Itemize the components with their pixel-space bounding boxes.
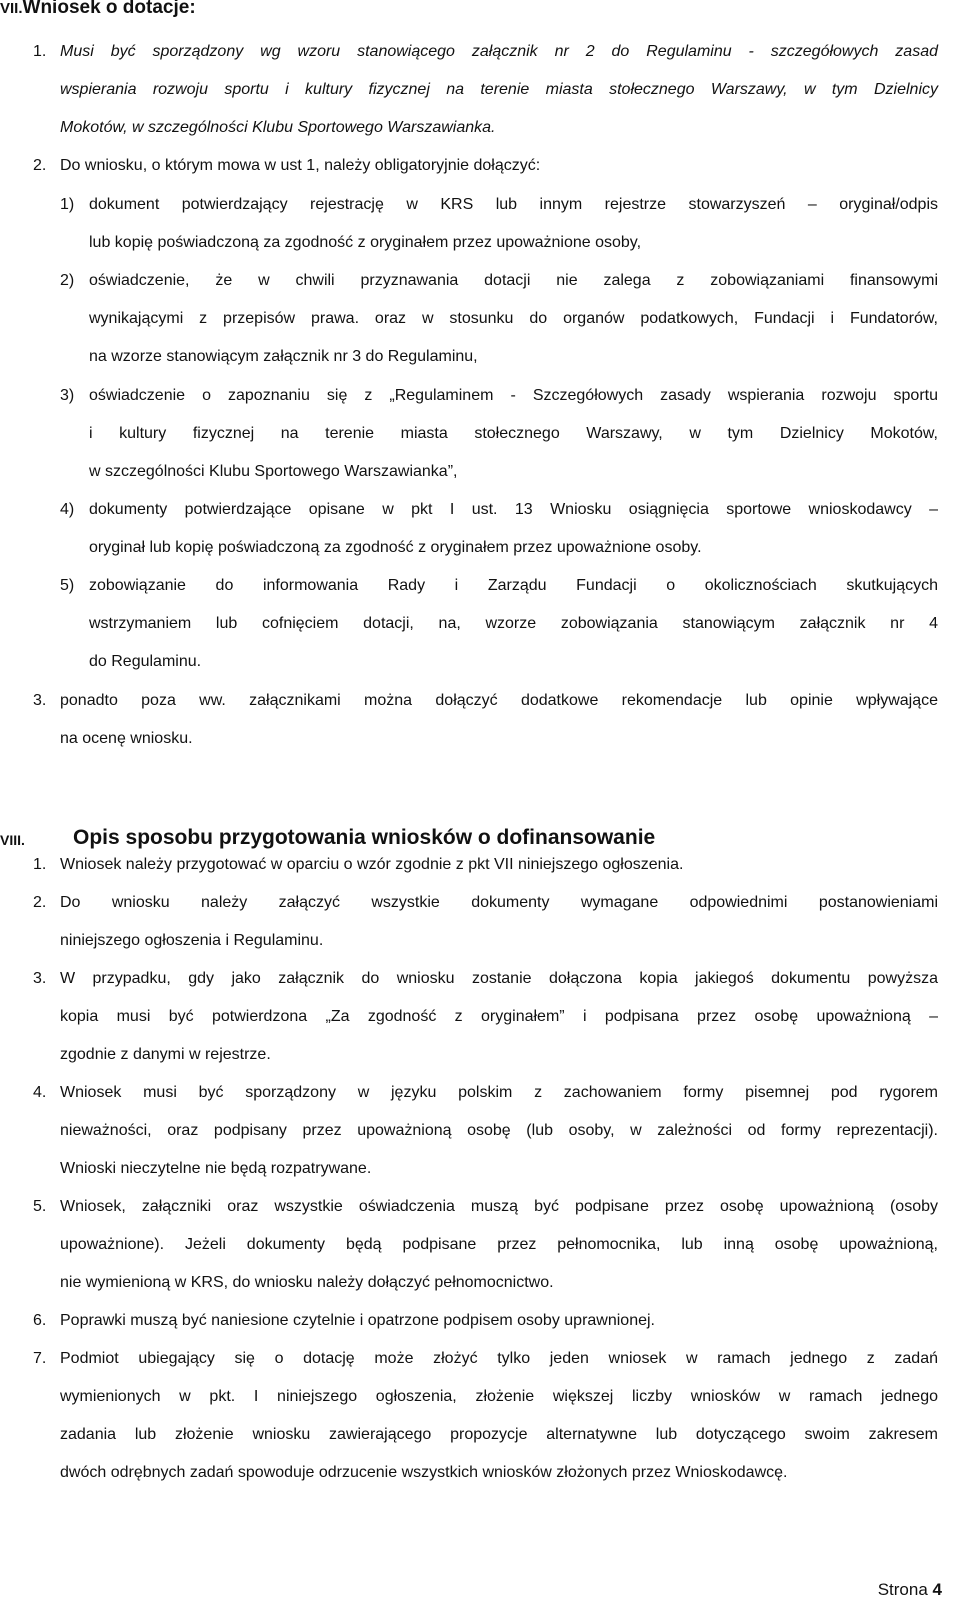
sub-item-line: wynikającymi z przepisów prawa. oraz w stosunku do organów podatkowych, Fundacji i Fundatorów, bbox=[89, 310, 938, 327]
section-7-item-3-line: na ocenę wniosku. bbox=[60, 730, 193, 747]
section-7-item-3-line: ponadto poza ww. załącznikami można dołączyć dodatkowe rekomendacje lub opinie wpływające bbox=[60, 692, 938, 709]
sub-list-marker: 5) bbox=[60, 577, 75, 594]
section-8-item-2-line: Do wniosku należy załączyć wszystkie dokumenty wymagane odpowiednimi postanowieniami bbox=[60, 894, 938, 911]
section-8-item-7-line: dwóch odrębnych zadań spowoduje odrzucenie wszystkich wniosków złożonych przez Wnioskodawcę. bbox=[60, 1464, 788, 1481]
list-marker: 6. bbox=[33, 1312, 47, 1329]
section-8-item-7-line: wymienionych w pkt. I niniejszego ogłoszenia, złożenie większej liczby wniosków w ramach jednego bbox=[60, 1388, 938, 1405]
section-7-item-2-line: Do wniosku, o którym mowa w ust 1, należy obligatoryjnie dołączyć: bbox=[60, 157, 541, 174]
sub-item-line: w szczególności Klubu Sportowego Warszawianka”, bbox=[89, 463, 458, 480]
list-marker: 1. bbox=[33, 856, 47, 873]
sub-list-marker: 3) bbox=[60, 387, 75, 404]
section-7-item-1-line: Musi być sporządzony wg wzoru stanowiącego załącznik nr 2 do Regulaminu - szczegółowych zasad bbox=[60, 43, 938, 60]
list-marker: 2. bbox=[33, 894, 47, 911]
section-8-item-5-line: Wniosek, załączniki oraz wszystkie oświadczenia muszą być podpisane przez osobę upoważnioną (osoby bbox=[60, 1198, 938, 1215]
section-8-item-4-line: nieważności, oraz podpisany przez upoważnioną osobę (lub osoby, w zależności od formy reprezentacji). bbox=[60, 1122, 938, 1139]
section-8-item-3-line: W przypadku, gdy jako załącznik do wniosku zostanie dołączona kopia jakiegoś dokumentu powyższa bbox=[60, 970, 938, 987]
section-7-title: Wniosek o dotacje: bbox=[22, 0, 196, 18]
section-8-item-2-line: niniejszego ogłoszenia i Regulaminu. bbox=[60, 932, 324, 949]
section-7-number: VII. bbox=[0, 0, 23, 17]
section-8-item-6-line: Poprawki muszą być naniesione czytelnie i opatrzone podpisem osoby uprawnionej. bbox=[60, 1312, 655, 1329]
section-8-item-7-line: zadania lub złożenie wniosku zawierającego propozycje alternatywne lub dotyczącego swoim zakresem bbox=[60, 1426, 938, 1443]
section-7-item-1-line: wspierania rozwoju sportu i kultury fizycznej na terenie miasta stołecznego Warszawy, w tym Dzielnicy bbox=[60, 81, 938, 98]
sub-item-line: zobowiązanie do informowania Rady i Zarządu Fundacji o okolicznościach skutkujących bbox=[89, 577, 938, 594]
page-footer bbox=[878, 1580, 942, 1600]
list-marker: 7. bbox=[33, 1350, 47, 1367]
section-8-item-7-line: Podmiot ubiegający się o dotację może złożyć tylko jeden wniosek w ramach jednego z zadań bbox=[60, 1350, 938, 1367]
section-7-item-1-line: Mokotów, w szczególności Klubu Sportowego Warszawianka. bbox=[60, 119, 496, 136]
sub-item-line: do Regulaminu. bbox=[89, 653, 202, 670]
page-number: 4 bbox=[932, 1580, 942, 1599]
section-8-number: VIII. bbox=[0, 832, 25, 848]
section-8-item-3-line: zgodnie z danymi w rejestrze. bbox=[60, 1046, 271, 1063]
section-8-item-1-line: Wniosek należy przygotować w oparciu o wzór zgodnie z pkt VII niniejszego ogłoszenia. bbox=[60, 856, 684, 873]
sub-item-line: dokumenty potwierdzające opisane w pkt I ust. 13 Wniosku osiągnięcia sportowe wnioskodawcy – bbox=[89, 501, 938, 518]
list-marker: 5. bbox=[33, 1198, 47, 1215]
sub-item-line: wstrzymaniem lub cofnięciem dotacji, na, wzorze zobowiązania stanowiącym załącznik nr 4 bbox=[89, 615, 938, 632]
sub-item-line: lub kopię poświadczoną za zgodność z oryginałem przez upoważnione osoby, bbox=[89, 234, 642, 251]
sub-list-marker: 2) bbox=[60, 272, 75, 289]
sub-list-marker: 4) bbox=[60, 501, 75, 518]
list-marker: 2. bbox=[33, 157, 47, 174]
sub-item-line: i kultury fizycznej na terenie miasta stołecznego Warszawy, w tym Dzielnicy Mokotów, bbox=[89, 425, 938, 442]
section-8-item-3-line: kopia musi być potwierdzona „Za zgodność z oryginałem” i podpisana przez osobę upoważnioną – bbox=[60, 1008, 938, 1025]
list-marker: 3. bbox=[33, 970, 47, 987]
section-8-item-4-line: Wniosek musi być sporządzony w języku polskim z zachowaniem formy pisemnej pod rygorem bbox=[60, 1084, 938, 1101]
sub-item-line: oryginał lub kopię poświadczoną za zgodność z oryginałem przez upoważnione osoby. bbox=[89, 539, 702, 556]
page-label: Strona bbox=[877, 1580, 928, 1599]
section-8-item-5-line: upoważnione). Jeżeli dokumenty będą podpisane przez pełnomocnika, lub inną osobę upoważnioną, bbox=[60, 1236, 938, 1253]
sub-item-line: oświadczenie o zapoznaniu się z „Regulaminem - Szczegółowych zasady wspierania rozwoju sportu bbox=[89, 387, 938, 404]
section-8-item-4-line: Wnioski nieczytelne nie będą rozpatrywane. bbox=[60, 1160, 372, 1177]
section-8-title: Opis sposobu przygotowania wniosków o dofinansowanie bbox=[73, 826, 656, 849]
list-marker: 3. bbox=[33, 692, 47, 709]
list-marker: 1. bbox=[33, 43, 47, 60]
list-marker: 4. bbox=[33, 1084, 47, 1101]
section-8-item-5-line: nie wymienioną w KRS, do wniosku należy dołączyć pełnomocnictwo. bbox=[60, 1274, 554, 1291]
sub-item-line: na wzorze stanowiącym załącznik nr 3 do Regulaminu, bbox=[89, 348, 478, 365]
sub-item-line: oświadczenie, że w chwili przyznawania dotacji nie zalega z zobowiązaniami finansowymi bbox=[89, 272, 938, 289]
sub-list-marker: 1) bbox=[60, 196, 75, 213]
section-7-heading bbox=[0, 0, 196, 19]
sub-item-line: dokument potwierdzający rejestrację w KRS lub innym rejestrze stowarzyszeń – oryginał/odpis bbox=[89, 196, 938, 213]
